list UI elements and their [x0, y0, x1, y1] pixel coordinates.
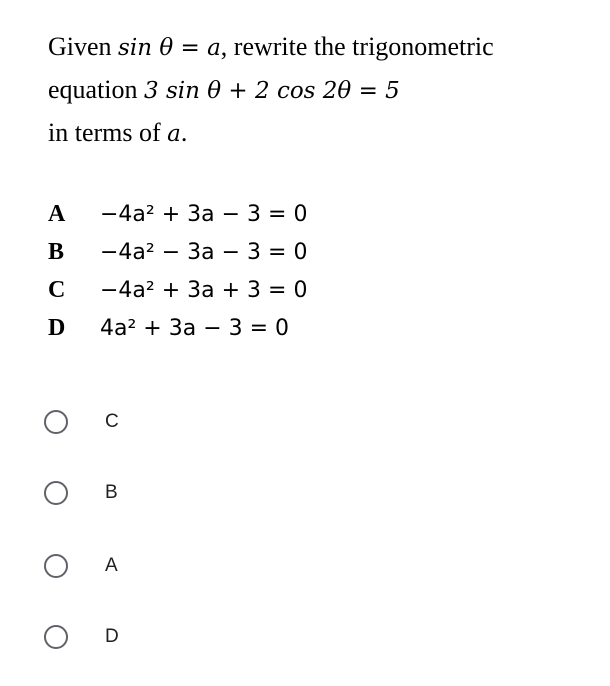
option-label[interactable]: C: [105, 411, 119, 432]
text: , rewrite the trigonometric: [220, 32, 494, 61]
math: sin θ = a: [118, 35, 221, 61]
radio-circle-icon[interactable]: [44, 554, 68, 578]
text: equation: [48, 75, 145, 104]
choice-equation: −4a² + 3a + 3 = 0: [100, 277, 308, 303]
choice-b: [48, 233, 307, 271]
choice-equation: −4a² + 3a − 3 = 0: [100, 201, 308, 227]
radio-circle-icon[interactable]: [44, 625, 68, 649]
radio-circle-icon[interactable]: [44, 410, 68, 434]
text: in terms of: [48, 118, 168, 147]
radio-option-a[interactable]: [44, 554, 118, 578]
option-label[interactable]: D: [105, 626, 119, 647]
choice-letter: D: [48, 314, 66, 341]
text: .: [180, 118, 188, 147]
math: a: [167, 121, 181, 147]
radio-circle-icon[interactable]: [44, 481, 68, 505]
choice-equation: 4a² + 3a − 3 = 0: [100, 315, 290, 341]
choice-c: [48, 271, 307, 309]
radio-option-c[interactable]: [44, 410, 119, 434]
choice-equation: −4a² − 3a − 3 = 0: [100, 239, 308, 265]
choice-letter: B: [48, 238, 65, 265]
option-label[interactable]: B: [105, 482, 118, 503]
radio-option-b[interactable]: [44, 481, 118, 505]
option-label[interactable]: A: [105, 555, 118, 576]
question-text: [48, 26, 494, 155]
choice-letter: A: [48, 200, 66, 227]
answer-choices: [48, 195, 307, 347]
radio-option-d[interactable]: [44, 625, 119, 649]
text: Given: [48, 32, 119, 61]
choice-a: [48, 195, 307, 233]
choice-d: [48, 309, 307, 347]
math: 3 sin θ + 2 cos 2θ = 5: [144, 78, 400, 104]
choice-letter: C: [48, 276, 66, 303]
